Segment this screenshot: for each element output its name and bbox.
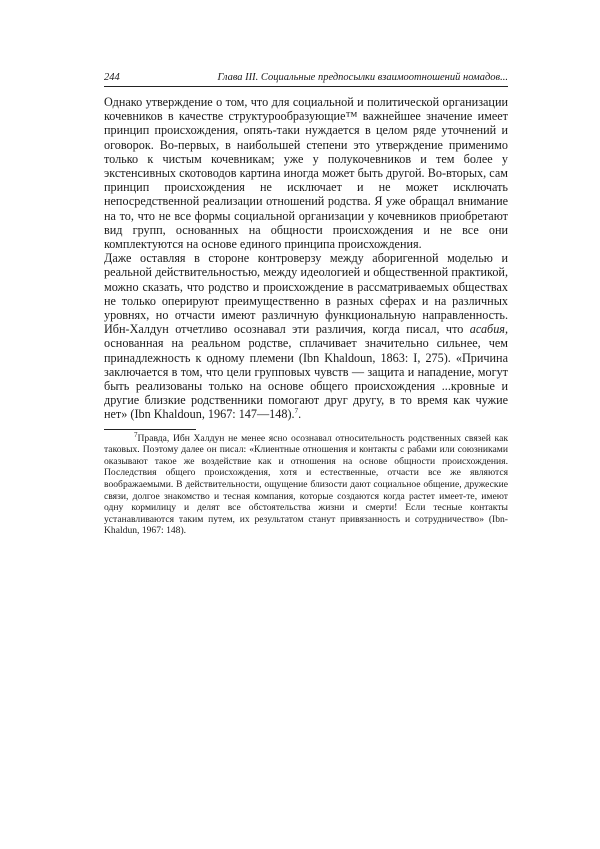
page-number: 244	[104, 72, 120, 83]
footnote-7	[104, 430, 508, 537]
footnote-marker: 7	[134, 430, 138, 439]
paragraph-2-part-b: основанная на реальном родстве, сплачивает значительно сильнее, чем принадлежность к одному племени (Ibn Khaldoun, 1863: I, 275). «Причина заключается в том, что цели групповых чувств — защита и нападение, могут быть реализованы только на основе общего происхождения ...кровные и другие близкие родственники помогают друг другу, в то время как чужие нет» (Ibn Khaldoun, 1967: 147—148).	[104, 336, 508, 422]
footnote-divider	[104, 429, 196, 430]
asabiya-term: асабия,	[469, 322, 508, 337]
running-title: Глава III. Социальные предпосылки взаимоотношений номадов...	[217, 72, 508, 83]
running-header	[104, 72, 508, 87]
paragraph-2: Даже оставляя в стороне контроверзу между аборигенной моделью и реальной действительностью, между идеологией и общественной практикой, можно сказать, что родство и происхождение в рассматриваемых обществах не только оперируют преимущественно в разных сферах и на различных уровнях, но отчасти имеют различную функциональную направленность. Ибн-Халдун отчетливо осознавал эти различия, когда писал, что асабия, основанная на реальном родстве, сплачивает значительно сильнее, чем принадлежность к одному племени (Ibn Khaldoun, 1863: I, 275). «Причина заключается в том, что цели групповых чувств — защита и нападение, могут быть реализованы только на основе общего происхождения ...кровные и другие близкие родственники помогают друг другу, в то время как чужие нет» (Ibn Khaldoun, 1967: 147—148).$^7$.	[104, 251, 508, 422]
page	[104, 72, 508, 537]
main-text	[104, 95, 508, 422]
footnote-text: Правда, Ибн Халдун не менее ясно осознавал относительность родственных связей как таковых. Поэтому далее он писал: «Клиентные отношения и контакты с рабами или союзниками оказывают такое же воздействие как и отношения на основе общности происхождения. Последствия общего происхождения, хотя и естественные, отчасти все же являются воображаемыми. В действительности, ощущение близости дают социальное общение, дружеские связи, долгое знакомство и тесная компания, которые создаются когда растет имеет-те, имеют одну кормилицу и делят все обстоятельства жизни и смерти! Если тесные контакты устанавливаются таким путем, их результатом станут привязанность и сотрудничество» (Ibn-Khaldun, 1967: 148).	[104, 432, 508, 537]
footnote-reference[interactable]: 7	[294, 407, 299, 416]
paragraph-1: Однако утверждение о том, что для социальной и политической организации кочевников в качестве структурообразующие™ важнейшее значение имеет принцип происхождения, опять-таки нуждается в целом ряде уточнений и оговорок. Во-первых, в наибольшей степени это утверждение применимо только к чистым кочевникам; уже у полукочевников и тем более у экстенсивных скотоводов картина иногда может быть другой. Во-вторых, сам принцип происхождения не исключает и не может исключать непосредственной реализации отношений родства. Я уже обращал внимание на то, что не все формы социальной организации у кочевников приобретают вид групп, основанных на общности происхождения и не все они комплектуются на основе единого принципа происхождения.	[104, 95, 508, 252]
paragraph-2-part-a: Даже оставляя в стороне контроверзу между аборигенной моделью и реальной действительностью, между идеологией и общественной практикой, можно сказать, что родство и происхождение в рассматриваемых обществах не только оперируют преимущественно в разных сферах и на различных уровнях, но отчасти имеют различную функциональную направленность. Ибн-Халдун отчетливо осознавал эти различия, когда писал, что	[104, 251, 508, 337]
